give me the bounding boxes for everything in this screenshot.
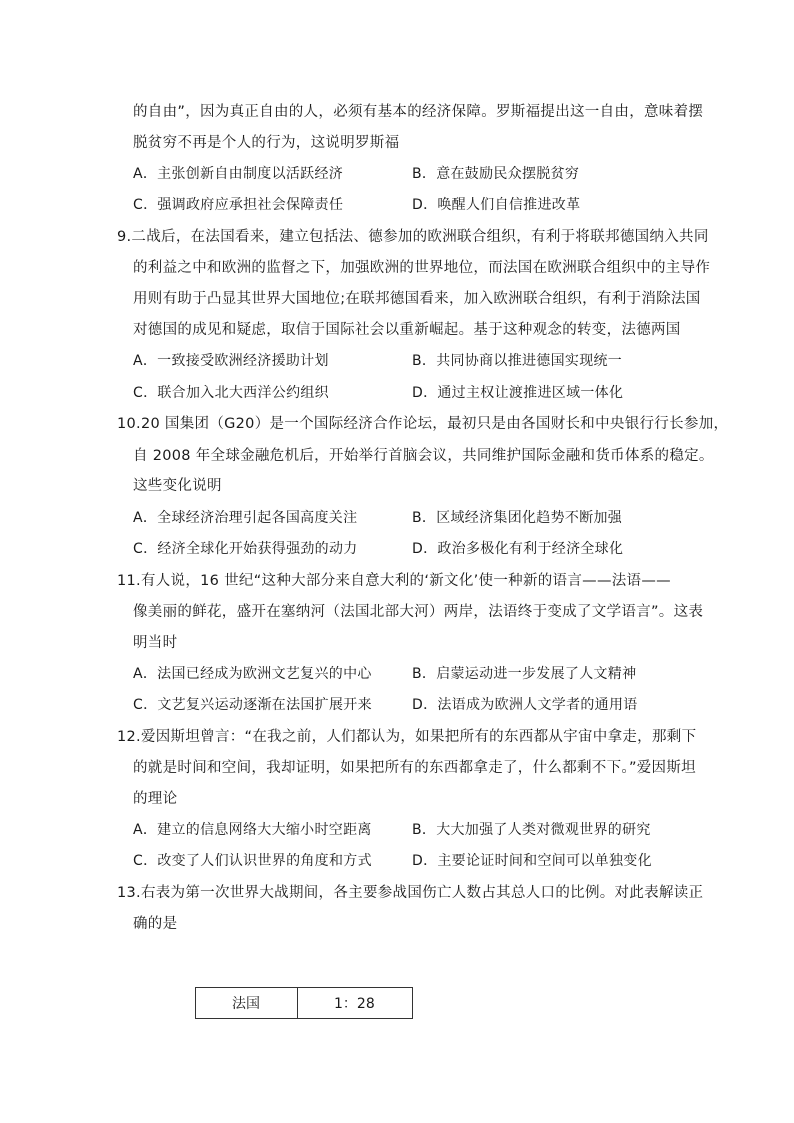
- q11-option-a[interactable]: A．法国已经成为欧洲文艺复兴的中心: [133, 666, 372, 682]
- q10-stem-line-3: 这些变化说明: [133, 478, 222, 494]
- q11-stem-line-1: 11.有人说，16 世纪“这种大部分来自意大利的‘新文化’使一种新的语言——法语——: [117, 573, 671, 589]
- q11-option-c[interactable]: C．文艺复兴运动逐渐在法国扩展开来: [133, 697, 372, 713]
- q9-option-d[interactable]: D．通过主权让渡推进区域一体化: [412, 385, 624, 401]
- q12-stem-line-1: 12.爱因斯坦曾言：“在我之前，人们都认为，如果把所有的东西都从宇宙中拿走，那剩下: [117, 729, 697, 745]
- q10-option-d[interactable]: D．政治多极化有利于经济全球化: [412, 541, 624, 557]
- table-cell-ratio: 1：28: [298, 988, 413, 1019]
- casualty-ratio-table: [195, 987, 413, 1019]
- q8-option-b[interactable]: B．意在鼓励民众摆脱贫穷: [412, 166, 580, 182]
- q13-stem-line-1: 13.右表为第一次世界大战期间，各主要参战国伤亡人数占其总人口的比例。对此表解读正: [117, 885, 704, 901]
- q8-option-d[interactable]: D．唤醒人们自信推进改革: [412, 197, 581, 213]
- q10-option-b[interactable]: B．区域经济集团化趋势不断加强: [412, 510, 623, 526]
- q11-option-b[interactable]: B．启蒙运动进一步发展了人文精神: [412, 666, 637, 682]
- q10-stem-line-1: 10.20 国集团（G20）是一个国际经济合作论坛，最初只是由各国财长和中央银行行长参加，: [117, 416, 729, 432]
- q13-stem-line-2: 确的是: [133, 916, 178, 932]
- q9-stem-line-3: 用则有助于凸显其世界大国地位;在联邦德国看来，加入欧洲联合组织，有利于消除法国: [133, 291, 701, 307]
- q12-option-a[interactable]: A．建立的信息网络大大缩小时空距离: [133, 822, 372, 838]
- q9-stem-line-2: 的利益之中和欧洲的监督之下，加强欧洲的世界地位，而法国在欧洲联合组织中的主导作: [133, 260, 711, 276]
- table-row: [196, 988, 413, 1019]
- table-cell-country: 法国: [196, 988, 298, 1019]
- q12-option-c[interactable]: C．改变了人们认识世界的角度和方式: [133, 853, 372, 869]
- q11-option-d[interactable]: D．法语成为欧洲人文学者的通用语: [412, 697, 638, 713]
- q9-stem-line-4: 对德国的成见和疑虑，取信于国际社会以重新崛起。基于这种观念的转变，法德两国: [133, 322, 681, 338]
- q12-stem-line-2: 的就是时间和空间，我却证明，如果把所有的东西都拿走了，什么都剩不下。”爱因斯坦: [133, 760, 696, 776]
- q12-option-d[interactable]: D．主要论证时间和空间可以单独变化: [412, 853, 652, 869]
- q10-option-a[interactable]: A．全球经济治理引起各国高度关注: [133, 510, 358, 526]
- q11-stem-line-2: 像美丽的鲜花，盛开在塞纳河（法国北部大河）两岸，法语终于变成了文学语言”。这表: [133, 604, 704, 620]
- q8-stem-line-1: 的自由”，因为真正自由的人，必须有基本的经济保障。罗斯福提出这一自由，意味着摆: [133, 104, 704, 120]
- q8-stem-line-2: 脱贫穷不再是个人的行为，这说明罗斯福: [133, 135, 400, 151]
- q12-option-b[interactable]: B．大大加强了人类对微观世界的研究: [412, 822, 651, 838]
- q8-option-a[interactable]: A．主张创新自由制度以活跃经济: [133, 166, 344, 182]
- q12-stem-line-3: 的理论: [133, 791, 178, 807]
- q9-option-b[interactable]: B．共同协商以推进德国实现统一: [412, 353, 623, 369]
- q11-stem-line-3: 明当时: [133, 635, 178, 651]
- q9-stem-line-1: 9.二战后，在法国看来，建立包括法、德参加的欧洲联合组织，有利于将联邦德国纳入共同: [117, 229, 709, 245]
- q10-option-c[interactable]: C．经济全球化开始获得强劲的动力: [133, 541, 358, 557]
- q10-stem-line-2: 自 2008 年全球金融危机后，开始举行首脑会议，共同维护国际金融和货币体系的稳定。: [133, 448, 714, 464]
- q8-option-c[interactable]: C．强调政府应承担社会保障责任: [133, 197, 344, 213]
- q9-option-a[interactable]: A．一致接受欧洲经济援助计划: [133, 353, 329, 369]
- q9-option-c[interactable]: C．联合加入北大西洋公约组织: [133, 385, 329, 401]
